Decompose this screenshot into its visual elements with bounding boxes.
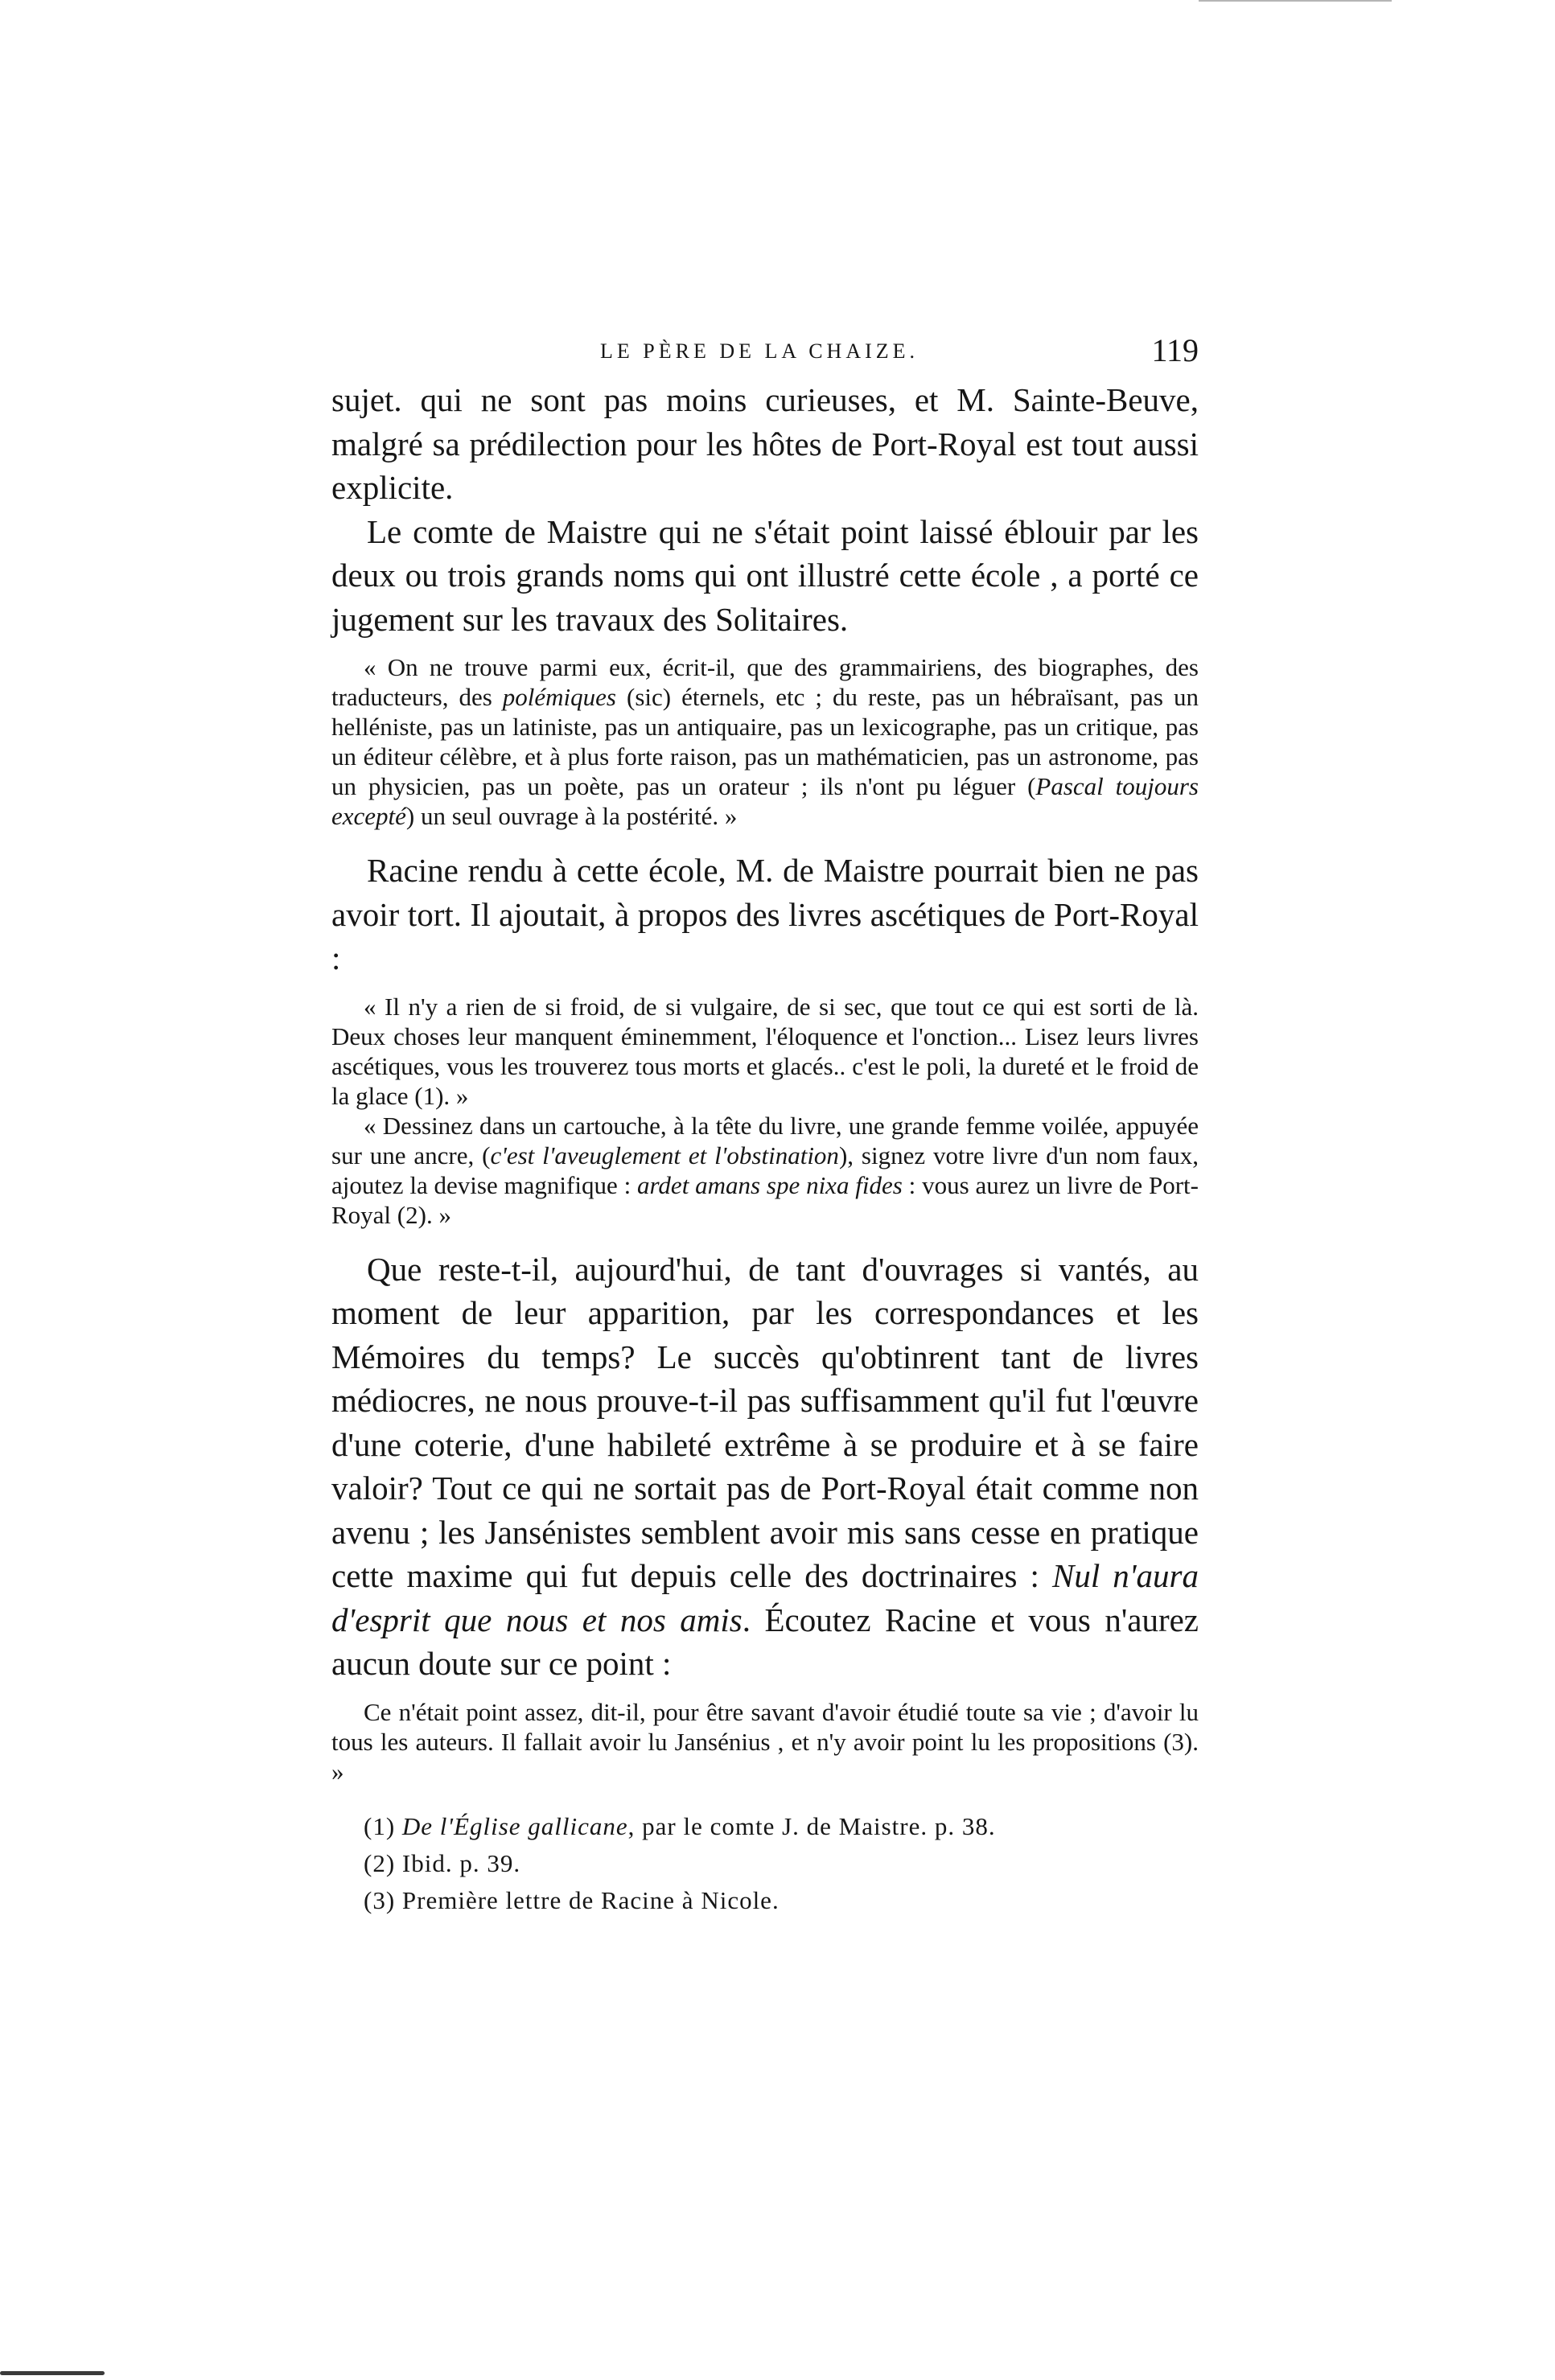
- italic-title: De l'Église gallicane: [401, 1812, 628, 1840]
- block-quote: Ce n'était point assez, dit-il, pour être savant d'avoir étudié toute sa vie ; d'avoir lu tous les auteurs. Il fallait avoir lu Jansénius , et n'y avoir point lu les propositions (3). »: [331, 1697, 1199, 1786]
- page-number: 119: [1151, 332, 1199, 368]
- italic-maxim: Nul n'aura d'esprit que nous et nos amis: [331, 1557, 1199, 1638]
- block-quote: « Dessinez dans un cartouche, à la tête du livre, une grande femme voilée, appuyée sur une ancre, (c'est l'aveuglement et l'obstination), signez votre livre d'un nom faux, ajoutez la devise magnifique : ardet amans spe nixa fides : vous aurez un livre de Port-Royal (2). »: [331, 1111, 1199, 1229]
- paragraph: Que reste-t-il, aujourd'hui, de tant d'ouvrages si vantés, au moment de leur apparition, par les correspondances et les Mémoires du temps? Le succès qu'obtinrent tant de livres médiocres, ne nous prouve-t-il pas suffisamment qu'il fut l'œuvre d'une coterie, d'une habileté extrême à se produire et à se faire valoir? Tout ce qui ne sortait pas de Port-Royal était comme non avenu ; les Jansénistes semblent avoir mis sans cesse en pratique cette maxime qui fut depuis celle des doctrinaires : Nul n'aura d'esprit que nous et nos amis. Écoutez Racine et vous n'aurez aucun doute sur ce point :: [331, 1250, 1199, 1682]
- scan-artifact: [0, 2371, 105, 2375]
- footnote: (3) Première lettre de Racine à Nicole.: [364, 1886, 780, 1914]
- italic-aside: Pascal toujours excepté: [331, 772, 1199, 830]
- italic-aside: c'est l'aveuglement et l'obstination: [490, 1141, 839, 1169]
- scan-edge-line: [1199, 0, 1392, 2]
- footnote: (1) De l'Église gallicane, par le comte J. de Maistre. p. 38.: [364, 1812, 996, 1840]
- main-text: [331, 378, 1199, 1786]
- italic-term: polémiques: [502, 683, 616, 711]
- page-header: [331, 328, 1199, 376]
- italic-motto: ardet amans spe nixa fides: [637, 1170, 903, 1199]
- footnote: (2) Ibid. p. 39.: [364, 1849, 521, 1877]
- running-head: LE PÈRE DE LA CHAIZE.: [600, 339, 919, 363]
- paragraph: Racine rendu à cette école, M. de Maistre pourrait bien ne pas avoir tort. Il ajoutait, à propos des livres ascétiques de Port-Royal :: [331, 852, 1199, 976]
- block-quote: « On ne trouve parmi eux, écrit-il, que des grammairiens, des biographes, des traducteurs, des polémiques (sic) éternels, etc ; du reste, pas un hébraïsant, pas un helléniste, pas un latiniste, pas un antiquaire, pas un lexicographe, pas un critique, pas un éditeur célèbre, et à plus forte raison, pas un mathématicien, pas un astronome, pas un physicien, pas un poète, pas un orateur ; ils n'ont pu léguer (Pascal toujours excepté) un seul ouvrage à la postérité. »: [331, 653, 1199, 830]
- footnotes: [364, 1808, 1168, 1919]
- paragraph: sujet. qui ne sont pas moins curieuses, et M. Sainte-Beuve, malgré sa prédilection pour les hôtes de Port-Royal est tout aussi explicite.: [331, 381, 1199, 506]
- block-quote: « Il n'y a rien de si froid, de si vulgaire, de si sec, que tout ce qui est sorti de là. Deux choses leur manquent éminemment, l'éloquence et l'onction... Lisez leurs livres ascétiques, vous les trouverez tous morts et glacés.. c'est le poli, la dureté et le froid de la glace (1). »: [331, 992, 1199, 1110]
- paragraph: Le comte de Maistre qui ne s'était point laissé éblouir par les deux ou trois grands noms qui ont illustré cette école , a porté ce jugement sur les travaux des Solitaires.: [331, 512, 1199, 638]
